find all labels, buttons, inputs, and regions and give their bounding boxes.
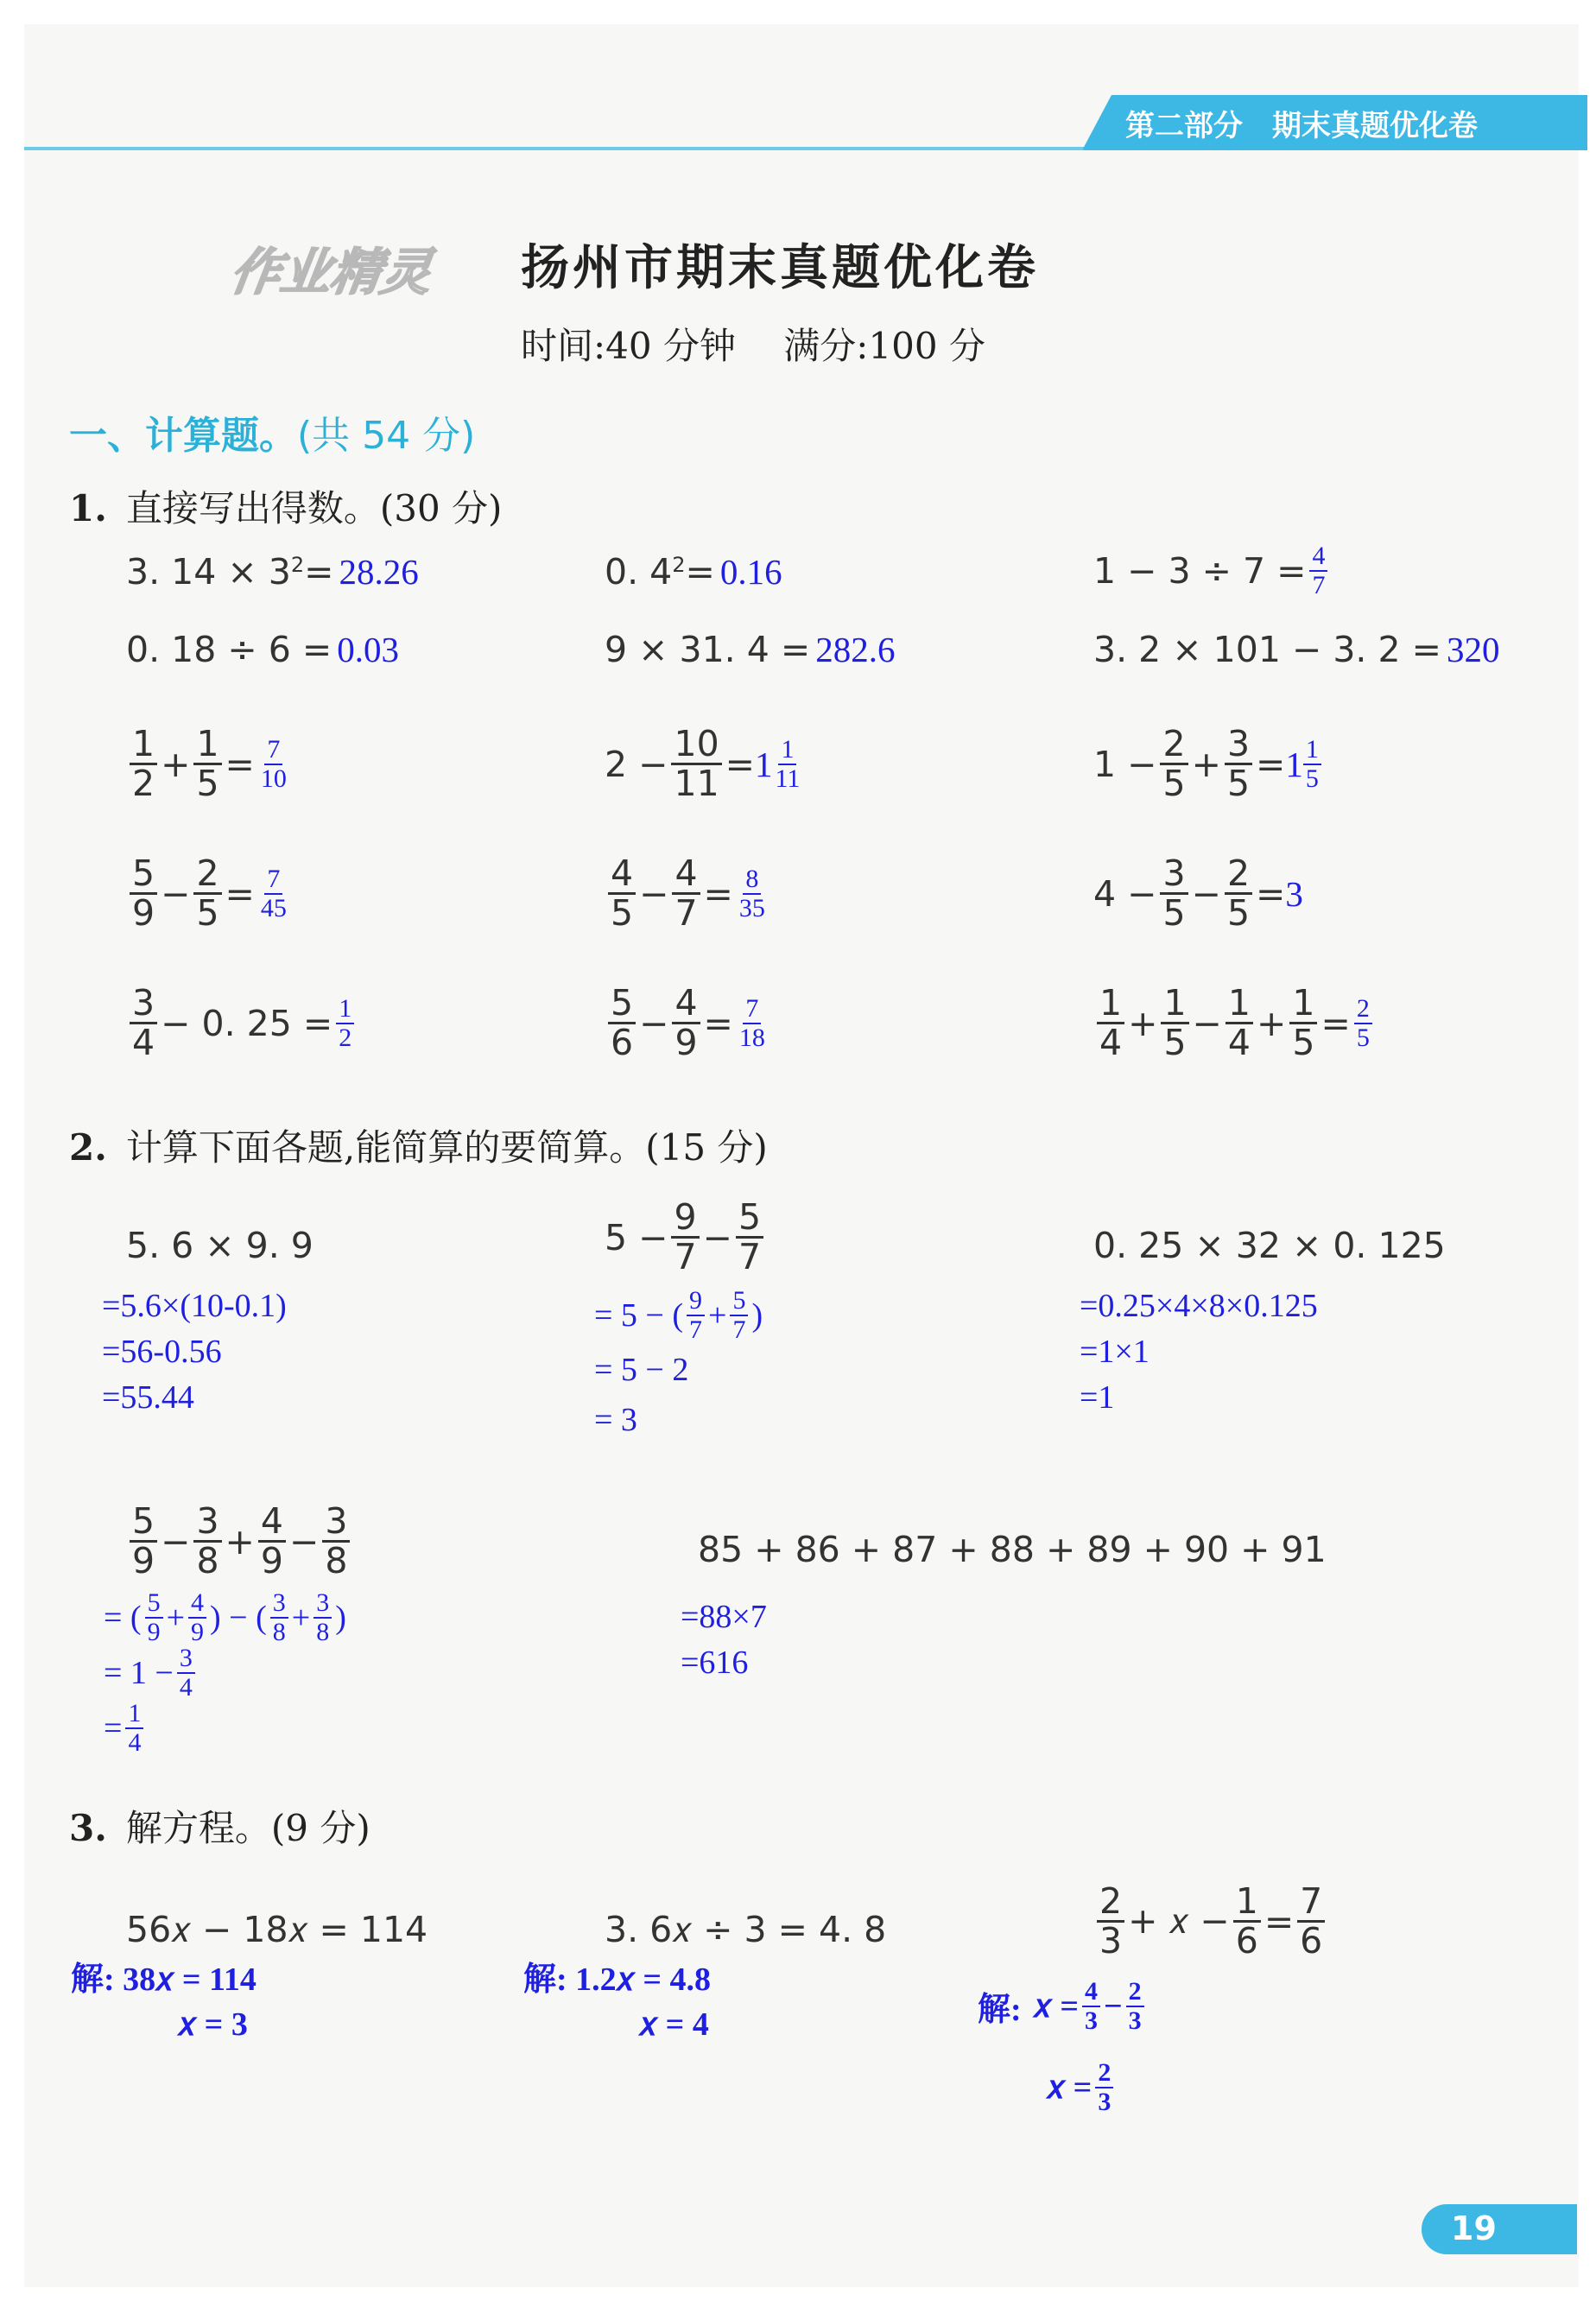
denominator: 8 <box>316 1617 330 1646</box>
numerator: 2 <box>1095 2059 1113 2088</box>
numerator: 10 <box>671 726 721 765</box>
expr: + 𝑥 − <box>1128 1900 1230 1943</box>
fraction <box>193 852 221 935</box>
expr: 3. 14 × 3 <box>126 551 291 593</box>
fraction <box>687 1287 705 1343</box>
answer-fraction <box>336 995 354 1051</box>
step-text: ) − ( <box>210 1599 267 1636</box>
q2-heading <box>69 1119 768 1171</box>
q2-solution <box>102 1283 287 1422</box>
numerator: 1 <box>1303 736 1321 765</box>
answer-whole: 1 <box>1285 744 1303 784</box>
q3-equation: 56𝑥 − 18𝑥 = 114 <box>126 1909 428 1950</box>
q1-item <box>605 723 806 805</box>
q3-solution-step: 𝑥 = 3 <box>178 2006 248 2043</box>
q2-problem <box>126 1500 353 1582</box>
operator: − <box>1192 1002 1222 1044</box>
equals: = <box>1264 1900 1295 1943</box>
numerator: 1 <box>193 726 221 765</box>
q3-solution-step <box>1047 2059 1117 2115</box>
denominator: 7 <box>674 1236 697 1278</box>
q1-heading <box>69 480 502 532</box>
denominator: 45 <box>260 893 287 922</box>
solution-step: =55.44 <box>102 1379 194 1417</box>
numerator: 7 <box>264 736 282 765</box>
q1-item <box>1093 629 1499 670</box>
fraction <box>1095 2059 1113 2115</box>
denominator: 7 <box>689 1315 703 1344</box>
fraction <box>1126 1978 1144 2034</box>
denominator: 9 <box>191 1617 205 1646</box>
step-text: 1.2𝑥 = 4.8 <box>575 1962 711 1998</box>
numerator: 4 <box>672 855 700 895</box>
fraction <box>1160 852 1188 935</box>
step-text: = 5 − ( <box>594 1296 684 1334</box>
answer: 0.03 <box>337 630 399 669</box>
operator: + <box>161 743 191 785</box>
fraction <box>130 852 157 935</box>
step-text: ) <box>335 1599 346 1636</box>
q2-solution-step: = 5 − 2 <box>594 1352 689 1388</box>
q2-score: (15 分) <box>645 1126 768 1169</box>
numerator: 5 <box>145 1589 163 1619</box>
q3-equation <box>1093 1880 1328 1962</box>
numerator: 3 <box>314 1589 332 1619</box>
numerator: 1 <box>125 1700 143 1729</box>
fraction <box>1225 852 1252 935</box>
operator: + <box>1191 743 1221 785</box>
expr: 4 − <box>1093 872 1157 915</box>
fraction <box>1233 1880 1261 1962</box>
page-number-badge <box>1422 2204 1577 2254</box>
solution-label: 解: <box>523 1962 567 1998</box>
numerator: 3 <box>130 985 157 1024</box>
equals: = <box>725 743 756 785</box>
fraction <box>736 1196 763 1278</box>
q2-solution-step <box>104 1645 199 1701</box>
numerator: 1 <box>778 736 796 765</box>
step-text: 𝑥 = <box>1033 1987 1079 2025</box>
q3-title: 解方程。 <box>125 1807 271 1849</box>
denominator: 8 <box>272 1617 286 1646</box>
numerator: 8 <box>743 865 761 895</box>
q1-item <box>605 852 771 935</box>
equals: = <box>225 743 255 785</box>
logo-watermark: 作业精灵 <box>226 243 436 301</box>
section-title: 一、计算题。 <box>69 414 297 458</box>
fraction <box>672 982 700 1064</box>
fraction <box>1097 1880 1124 1962</box>
numerator: 1 <box>336 995 354 1024</box>
numerator: 3 <box>270 1589 288 1619</box>
q3-number: 3. <box>69 1807 107 1849</box>
solution-label: 解: <box>978 1992 1022 2028</box>
fraction <box>608 852 636 935</box>
denominator: 5 <box>1305 764 1319 793</box>
numerator: 3 <box>177 1645 195 1674</box>
answer-fraction <box>737 865 768 922</box>
denominator: 3 <box>1128 2006 1142 2035</box>
denominator: 7 <box>738 1236 762 1278</box>
page-subtitle: 时间:40 分钟 满分:100 分 <box>521 325 985 367</box>
q3-solution-step <box>71 1952 256 2000</box>
denominator: 5 <box>196 892 219 935</box>
operator: + <box>1257 1002 1287 1044</box>
q2-number: 2. <box>69 1126 107 1169</box>
denominator: 9 <box>260 1540 283 1582</box>
numerator: 7 <box>1297 1883 1325 1923</box>
denominator: 5 <box>611 892 634 935</box>
fraction <box>270 1589 288 1645</box>
answer: 282.6 <box>815 630 896 669</box>
q3-equation: 3. 6𝑥 ÷ 3 = 4. 8 <box>605 1909 887 1950</box>
q1-item <box>1093 542 1331 599</box>
operator: − <box>639 1002 669 1044</box>
fraction <box>125 1700 143 1756</box>
step-text: 38𝑥 = 114 <box>123 1962 256 1998</box>
numerator: 4 <box>188 1589 206 1619</box>
q1-item <box>1093 852 1303 935</box>
fraction <box>193 723 221 805</box>
solution-label: 解: <box>71 1962 115 1998</box>
q2-solution <box>681 1594 767 1686</box>
operator: + <box>291 1599 311 1636</box>
q1-item <box>126 852 293 935</box>
solution-step: =616 <box>681 1645 749 1682</box>
answer-fraction <box>1354 995 1372 1051</box>
solution-step: =0.25×4×8×0.125 <box>1080 1288 1318 1324</box>
fraction <box>1225 723 1252 805</box>
expr: − 0. 25 = <box>161 1002 333 1044</box>
fraction <box>672 852 700 935</box>
denominator: 5 <box>1356 1023 1370 1052</box>
numerator: 4 <box>672 985 700 1024</box>
fraction <box>1097 982 1124 1064</box>
answer: 3 <box>1285 873 1303 914</box>
operator: + <box>225 1520 255 1562</box>
numerator: 4 <box>608 855 636 895</box>
q2-solution-step <box>104 1700 147 1756</box>
expr: 3. 2 × 101 − 3. 2 = <box>1093 629 1441 670</box>
fraction <box>130 1500 157 1582</box>
denominator: 5 <box>1163 1022 1187 1064</box>
equals: = <box>1320 1002 1351 1044</box>
q1-item <box>605 629 895 670</box>
fraction <box>671 723 721 805</box>
denominator: 6 <box>1300 1920 1323 1962</box>
denominator: 5 <box>1226 763 1251 805</box>
expr: 1 − <box>1093 743 1157 785</box>
denominator: 2 <box>339 1023 352 1052</box>
denominator: 7 <box>1312 570 1326 599</box>
numerator: 9 <box>687 1287 705 1316</box>
denominator: 5 <box>196 763 219 805</box>
numerator: 2 <box>1097 1883 1124 1923</box>
fraction <box>258 1500 286 1582</box>
denominator: 9 <box>132 892 155 935</box>
numerator: 3 <box>322 1503 350 1543</box>
denominator: 5 <box>1226 892 1251 935</box>
denominator: 2 <box>132 763 155 805</box>
equals: = <box>703 872 733 915</box>
operator: − <box>1191 872 1221 915</box>
q3-solution-step <box>523 1952 711 2000</box>
denominator: 5 <box>1162 892 1186 935</box>
page-number: 19 <box>1451 2209 1497 2247</box>
q1-score: (30 分) <box>379 487 503 529</box>
q2-solution <box>1080 1283 1318 1422</box>
answer: 320 <box>1446 630 1500 669</box>
operator: + <box>708 1296 727 1334</box>
answer-fraction <box>258 865 289 922</box>
denominator: 10 <box>260 764 287 793</box>
operator: − <box>161 872 191 915</box>
q2-solution-step: = 3 <box>594 1402 637 1438</box>
denominator: 7 <box>674 892 698 935</box>
denominator: 8 <box>196 1540 219 1582</box>
equals: = <box>1256 872 1286 915</box>
denominator: 6 <box>611 1022 634 1064</box>
numerator: 5 <box>130 1503 157 1543</box>
operator: − <box>161 1520 191 1562</box>
numerator: 2 <box>193 855 221 895</box>
q3-score: (9 分) <box>270 1807 370 1849</box>
q2-problem: 5. 6 × 9. 9 <box>126 1225 314 1266</box>
section-score: (共 54 分) <box>297 414 476 458</box>
solution-step: =1 <box>1080 1379 1115 1417</box>
denominator: 9 <box>132 1540 155 1582</box>
solution-step: =1×1 <box>1080 1334 1150 1371</box>
expr: 9 × 31. 4 = <box>605 629 811 670</box>
numerator: 4 <box>258 1503 286 1543</box>
fraction <box>188 1589 206 1645</box>
worksheet-page <box>24 24 1579 2287</box>
fraction <box>322 1500 350 1582</box>
expr: 5 − <box>605 1216 668 1258</box>
fraction <box>1082 1978 1100 2034</box>
numerator: 3 <box>1160 855 1188 895</box>
equals: = <box>225 872 255 915</box>
denominator: 7 <box>732 1315 746 1344</box>
answer: 28.26 <box>339 552 419 592</box>
q1-item <box>1093 982 1376 1064</box>
exponent: 2 <box>672 553 686 577</box>
q1-item <box>126 982 358 1064</box>
numerator: 1 <box>1233 1883 1261 1923</box>
denominator: 9 <box>674 1022 698 1064</box>
fraction <box>130 982 157 1064</box>
denominator: 4 <box>128 1727 142 1757</box>
numerator: 4 <box>1082 1978 1100 2007</box>
q2-solution-step <box>594 1287 763 1343</box>
numerator: 1 <box>1161 985 1188 1024</box>
numerator: 1 <box>130 726 157 765</box>
q1-item <box>126 551 419 593</box>
fraction <box>145 1589 163 1645</box>
denominator: 4 <box>179 1672 193 1702</box>
operator: − <box>289 1520 320 1562</box>
step-text: = <box>104 1709 123 1746</box>
numerator: 2 <box>1354 995 1372 1024</box>
q1-title: 直接写出得数。 <box>125 487 380 529</box>
denominator: 11 <box>674 763 719 805</box>
numerator: 5 <box>608 985 636 1024</box>
answer-fraction <box>773 736 803 792</box>
fraction <box>1161 982 1188 1064</box>
denominator: 35 <box>738 893 765 922</box>
q3-solution-step: 𝑥 = 4 <box>639 2006 709 2043</box>
step-text: = 1 − <box>104 1654 174 1691</box>
q1-item <box>605 982 771 1064</box>
denominator: 3 <box>1084 2006 1098 2035</box>
q2-problem: 85 + 86 + 87 + 88 + 89 + 90 + 91 <box>698 1529 1327 1570</box>
page-title: 扬州市期末真题优化卷 <box>521 239 1039 296</box>
expr: 0. 18 ÷ 6 = <box>126 629 332 670</box>
equals: = <box>1256 743 1286 785</box>
denominator: 4 <box>1227 1022 1251 1064</box>
fraction <box>314 1589 332 1645</box>
numerator: 2 <box>1126 1978 1144 2007</box>
numerator: 5 <box>736 1199 763 1239</box>
denominator: 9 <box>147 1617 161 1646</box>
answer-fraction <box>258 736 289 792</box>
denominator: 3 <box>1099 1920 1123 1962</box>
header-badge-text: 第二部分 期末真题优化卷 <box>1125 109 1478 143</box>
numerator: 3 <box>1225 726 1252 765</box>
q2-title: 计算下面各题,能简算的要简算。 <box>125 1126 646 1169</box>
numerator: 1 <box>1289 985 1317 1024</box>
step-text: 𝑥 = <box>1047 2069 1092 2106</box>
equals: = <box>703 1002 733 1044</box>
q1-item <box>126 629 399 670</box>
q1-item <box>605 551 782 593</box>
fraction <box>193 1500 221 1582</box>
solution-step: =5.6×(10-0.1) <box>102 1288 287 1324</box>
section-heading <box>69 404 475 459</box>
numerator: 2 <box>1160 726 1188 765</box>
operator: + <box>166 1599 186 1636</box>
numerator: 3 <box>193 1503 221 1543</box>
expr: 0. 4 <box>605 551 673 593</box>
denominator: 5 <box>1292 1022 1315 1064</box>
fraction <box>730 1287 748 1343</box>
q1-item <box>1093 723 1325 805</box>
denominator: 6 <box>1235 1920 1258 1962</box>
fraction <box>1289 982 1317 1064</box>
fraction <box>1297 1880 1325 1962</box>
answer: 0.16 <box>719 552 782 592</box>
step-text: ) <box>751 1296 763 1334</box>
denominator: 5 <box>1162 763 1186 805</box>
operator: + <box>1128 1002 1158 1044</box>
q3-solution-step <box>978 1978 1148 2034</box>
numerator: 4 <box>1309 542 1327 572</box>
q2-problem <box>605 1196 767 1278</box>
expr: 2 − <box>605 743 668 785</box>
fraction <box>608 982 636 1064</box>
operator: − <box>702 1216 732 1258</box>
fraction <box>671 1196 699 1278</box>
q2-problem: 0. 25 × 32 × 0. 125 <box>1093 1225 1446 1266</box>
denominator: 3 <box>1098 2087 1112 2116</box>
expr: 1 − 3 ÷ 7 = <box>1093 549 1307 592</box>
solution-step: =88×7 <box>681 1599 767 1635</box>
numerator: 7 <box>264 865 282 895</box>
fraction <box>1226 982 1253 1064</box>
denominator: 11 <box>775 764 801 793</box>
q1-item <box>126 723 293 805</box>
equals: = <box>685 551 715 593</box>
step-text: = ( <box>104 1599 142 1636</box>
exponent: 2 <box>290 553 305 577</box>
q1-number: 1. <box>69 487 107 529</box>
fraction <box>130 723 157 805</box>
denominator: 4 <box>1099 1022 1123 1064</box>
numerator: 5 <box>130 855 157 895</box>
numerator: 1 <box>1097 985 1124 1024</box>
numerator: 2 <box>1225 855 1252 895</box>
fraction <box>1160 723 1188 805</box>
denominator: 18 <box>738 1023 765 1052</box>
q2-solution-step <box>104 1589 346 1645</box>
fraction <box>177 1645 195 1701</box>
numerator: 9 <box>671 1199 699 1239</box>
answer-fraction <box>737 995 768 1051</box>
operator: − <box>639 872 669 915</box>
denominator: 8 <box>325 1540 348 1582</box>
numerator: 7 <box>743 995 761 1024</box>
answer-fraction <box>1309 542 1327 599</box>
denominator: 4 <box>132 1022 155 1064</box>
solution-step: =56-0.56 <box>102 1334 222 1371</box>
numerator: 1 <box>1226 985 1253 1024</box>
q3-heading <box>69 1800 370 1852</box>
answer-whole: 1 <box>755 744 773 784</box>
answer-fraction <box>1303 736 1321 792</box>
operator: − <box>1103 1987 1123 2025</box>
equals: = <box>304 551 334 593</box>
numerator: 5 <box>730 1287 748 1316</box>
